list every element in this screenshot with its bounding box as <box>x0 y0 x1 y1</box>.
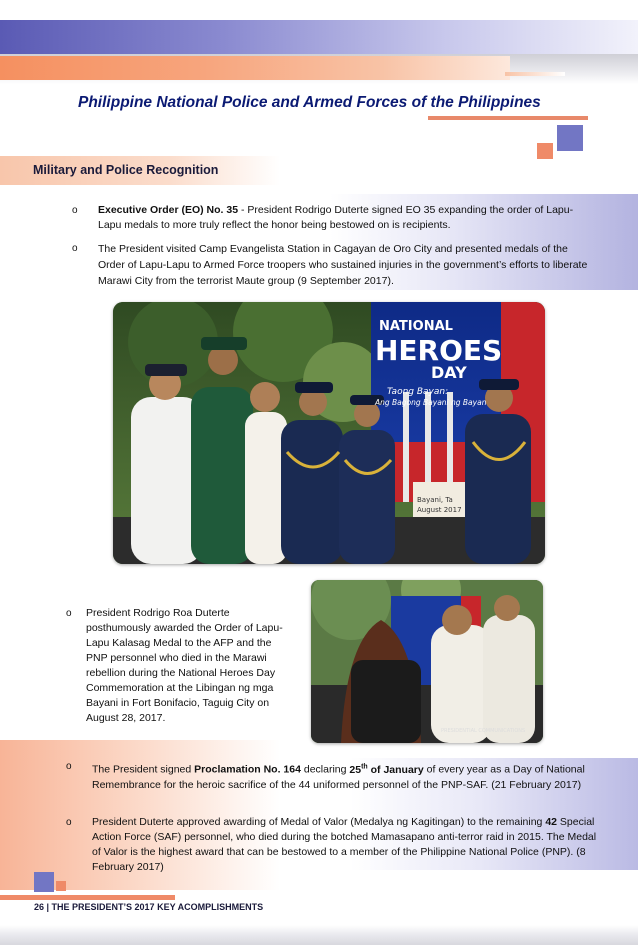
bullet-marker: o <box>66 817 72 828</box>
header-orange-tip <box>505 72 565 76</box>
bullet-item <box>72 241 592 289</box>
bullet-marker: o <box>72 243 78 254</box>
bullet-mid: declaring <box>300 763 350 776</box>
banner-line-day: DAY <box>431 363 467 382</box>
footer-square-purple <box>34 872 54 892</box>
ceremony-photo-art <box>113 302 545 564</box>
page-title: Philippine National Police and Armed Forces of the Philippines <box>78 94 541 111</box>
banner-sub-1: Taong Bayan: <box>387 387 449 397</box>
bullet-bold-date <box>349 764 423 776</box>
decor-square-purple <box>557 125 583 151</box>
footer-line <box>0 895 175 900</box>
bullet-marker: o <box>72 205 78 216</box>
photo-watermark: PRESIDENTIAL COMMUNICATIONS <box>441 728 526 734</box>
bullet-text: President Rodrigo Roa Duterte posthumously awarded the Order of Lapu-Lapu Kalasag Medal to the AFP and the PNP personnel who died in the Marawi rebellion during the National Heroes Day Commemoration at the Libingan ng mga Bayani in Fort Bonifacio, Taguig City on August 28, 2017. <box>86 607 283 724</box>
bullet-pre: The President signed <box>92 763 195 776</box>
banner-sub-2: Ang Bagong Bayani ng Bayan <box>375 398 487 407</box>
sign-line-1: Bayani, Ta <box>417 496 453 504</box>
decor-square-orange <box>537 143 553 159</box>
bullet-text <box>92 815 606 875</box>
ceremony-photo <box>113 302 545 564</box>
banner-line-national: NATIONAL <box>379 319 453 334</box>
bullet-marker: o <box>66 761 72 772</box>
header-band <box>0 20 638 54</box>
sign-line-2: August 2017 <box>417 506 462 514</box>
footer-text: 26 | THE PRESIDENT’S 2017 KEY ACOMPLISHMENTS <box>34 902 264 912</box>
bullet-item <box>66 759 606 807</box>
bullet-item <box>66 606 306 732</box>
bullet-text <box>92 759 606 793</box>
bullet-item <box>66 815 606 879</box>
footer-band <box>0 925 638 945</box>
bullet-text: The President visited Camp Evangelista Station in Cagayan de Oro City and presented medals of the Order of Lapu-Lapu to Armed Force troopers who sustained injuries in the government’s efforts to liberate Marawi City from the terrorist Maute group (9 September 2017). <box>98 243 588 287</box>
bullet-pre: President Duterte approved awarding of Medal of Valor (Medalya ng Kagitingan) to the remaining <box>92 816 546 828</box>
bullet-bold-day: 25 <box>349 763 362 776</box>
award-photo <box>311 580 543 743</box>
bullet-bold-month: of January <box>367 763 424 776</box>
title-underline <box>428 116 588 120</box>
award-photo-art <box>311 580 543 743</box>
bullet-bold-lead: Executive Order (EO) No. 35 <box>98 204 239 216</box>
banner-line-heroes: HEROES <box>375 334 503 367</box>
bullet-post: of every year as a Day of National Remembrance for the heroic sacrifice of the 44 uniformed personnel of the PNP-SAF. (21 February 2017) <box>92 763 585 791</box>
bullet-item <box>72 203 592 235</box>
bullet-post: Special Action Force (SAF) personnel, who died during the botched Mamasapano anti-terror raid in 2015. The Medal of Valor is the highest award that can be bestowed to a member of the Philippine National Police (PNP). (8 February 2017) <box>92 816 597 873</box>
bullet-body: - President Rodrigo Duterte signed EO 35 expanding the order of Lapu-Lapu medals to more truly reflect the honor being bestowed on is recipients. <box>98 204 574 231</box>
bullet-bold-count: 42 <box>545 816 558 828</box>
footer-square-orange <box>56 881 66 891</box>
bullet-bold-proclamation: Proclamation No. 164 <box>194 763 301 776</box>
bullet-sup: th <box>361 763 368 770</box>
bullet-text <box>98 203 592 233</box>
bullet-marker: o <box>66 608 72 619</box>
header-orange-band <box>0 56 510 80</box>
section-title: Military and Police Recognition <box>33 163 219 177</box>
